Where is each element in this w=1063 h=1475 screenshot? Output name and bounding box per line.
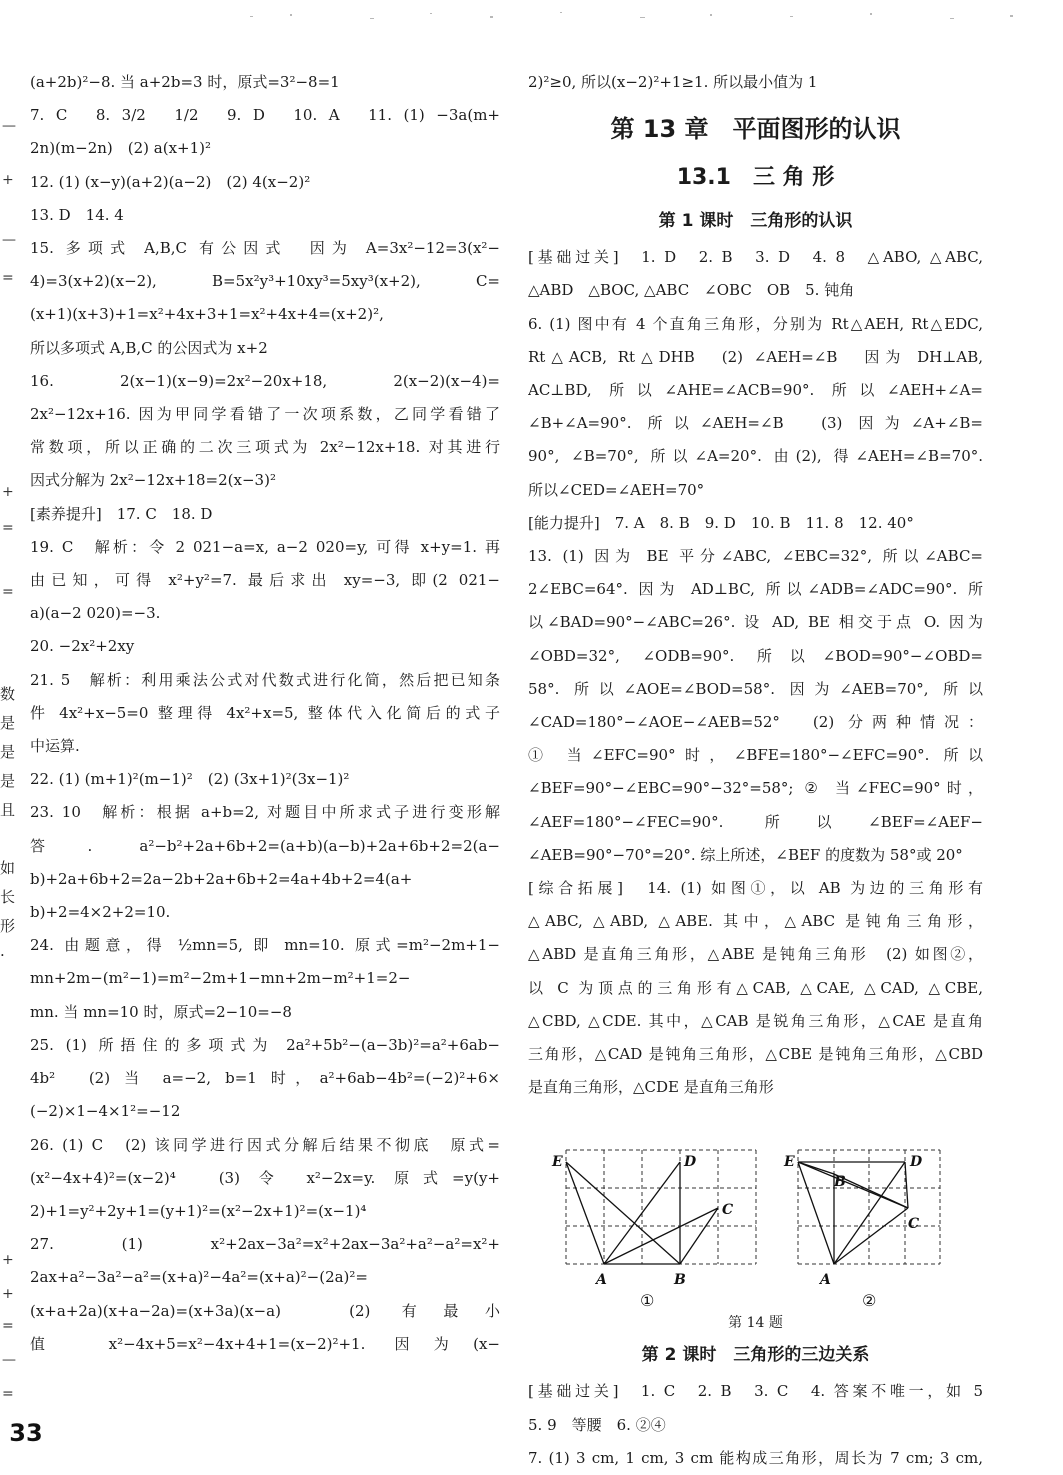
chapter-title: 第 13 章 平面图形的认识 bbox=[610, 115, 901, 144]
figure-number-2: ② bbox=[862, 1291, 877, 1311]
answer-line: ① 当∠EFC=90°时，∠BFE=180°−∠EFC=90°. 所以 bbox=[528, 746, 983, 765]
answer-line: 所以∠CED=∠AEH=70° bbox=[528, 480, 705, 499]
label-D-1: D bbox=[684, 1154, 697, 1171]
answer-line: 5. 9 等腰 6. ②④ bbox=[528, 1415, 666, 1434]
label-E-1: E bbox=[552, 1154, 563, 1171]
answer-line: ∠B+∠A=90°. 所以∠AEH=∠B (3) 因为∠A+∠B= bbox=[528, 414, 983, 433]
answer-line: Rt△ACB, Rt△DHB (2) ∠AEH=∠B 因为 DH⊥AB, bbox=[528, 347, 983, 366]
answer-line: 4b² (2) 当 a=−2, b=1 时，a²+6ab−4b²=(−2)²+6× bbox=[30, 1069, 500, 1088]
answer-line: 19. C 解析：令 2 021−a=x, a−2 020=y, 可得 x+y=1. 再 bbox=[30, 537, 500, 556]
margin-plus: + bbox=[2, 1286, 14, 1302]
label-E-2: E bbox=[784, 1154, 795, 1171]
margin-plus: + bbox=[2, 1252, 14, 1268]
label-D-2: D bbox=[910, 1154, 923, 1171]
answer-line: 答. a²−b²+2a+6b+2=(a+b)(a−b)+2a+6b+2=2(a− bbox=[30, 836, 500, 855]
margin-char: 形 bbox=[0, 917, 16, 935]
figure-caption: 第 14 题 bbox=[728, 1315, 783, 1332]
answer-line: mn. 当 mn=10 时，原式=2−10=−8 bbox=[30, 1002, 292, 1021]
continued-line: 2)²≥0, 所以(x−2)²+1≥1. 所以最小值为 1 bbox=[528, 73, 818, 91]
margin-plus: + bbox=[2, 172, 14, 188]
answer-line: (a+2b)²−8. 当 a+2b=3 时，原式=3²−8=1 bbox=[30, 73, 340, 91]
answer-line: 以 C 为顶点的三角形有△CAB, △CAE, △CAD, △CBE, bbox=[528, 978, 983, 997]
answer-line: 4)=3(x+2)(x−2), B=5x²y³+10xy³=5xy³(x+2), C= bbox=[30, 272, 500, 291]
answer-line: 27. (1) x²+2ax−3a²=x²+2ax−3a²+a²−a²=x²+ bbox=[30, 1235, 500, 1254]
answer-line: (x+a+2a)(x+a−2a)=(x+3a)(x−a) (2) 有最小 bbox=[30, 1301, 500, 1320]
answer-line: 6. (1) 图中有 4 个直角三角形，分别为 Rt△AEH, Rt△EDC, bbox=[528, 314, 983, 333]
answer-line: [综合拓展] 14. (1) 如图①，以 AB 为边的三角形有 bbox=[528, 879, 983, 898]
margin-equals: = bbox=[2, 584, 14, 600]
answer-line: 值 x²−4x+5=x²−4x+4+1=(x−2)²+1. 因为(x− bbox=[30, 1334, 500, 1353]
answer-line: 21. 5 解析：利用乘法公式对代数式进行化简，然后把已知条 bbox=[30, 670, 500, 689]
answer-line: 16. 2(x−1)(x−9)=2x²−20x+18, 2(x−2)(x−4)= bbox=[30, 371, 500, 390]
answer-line: mn+2m−(m²−1)=m²−2m+1−mn+2m−m²+1=2− bbox=[30, 969, 411, 988]
figure-14-svg bbox=[528, 1112, 983, 1312]
answer-line: 2n)(m−2n) (2) a(x+1)² bbox=[30, 139, 212, 158]
lesson-1-title: 第 1 课时 三角形的认识 bbox=[658, 211, 853, 232]
label-A-2: A bbox=[820, 1272, 831, 1289]
answer-line: 2)+1=y²+2y+1=(y+1)²=(x²−2x+1)²=(x−1)⁴ bbox=[30, 1201, 367, 1220]
answer-line: 三角形，△CAD 是钝角三角形，△CBE 是钝角三角形，△CBD bbox=[528, 1045, 983, 1064]
margin-char: 是 bbox=[0, 772, 16, 790]
margin-dash: — bbox=[2, 1352, 16, 1368]
answer-line: 件 4x²+x−5=0 整理得 4x²+x=5, 整体代入化简后的式子 bbox=[30, 703, 500, 722]
margin-char: 且 bbox=[0, 801, 16, 819]
lesson-2-title: 第 2 课时 三角形的三边关系 bbox=[641, 1345, 870, 1366]
answer-line: 所以多项式 A,B,C 的公因式为 x+2 bbox=[30, 338, 268, 357]
answer-line: ∠CAD=180°−∠AOE−∠AEB=52° (2) 分两种情况： bbox=[528, 713, 983, 732]
answer-line: 22. (1) (m+1)²(m−1)² (2) (3x+1)²(3x−1)² bbox=[30, 770, 350, 789]
answer-line: 23. 10 解析：根据 a+b=2, 对题目中所求式子进行变形解 bbox=[30, 803, 500, 822]
answer-line: [能力提升] 7. A 8. B 9. D 10. B 11. 8 12. 40° bbox=[528, 513, 914, 532]
answer-line: △CBD, △CDE. 其中，△CAB 是锐角三角形，△CAE 是直角 bbox=[528, 1011, 983, 1030]
answer-line: 13. (1) 因为 BE 平分∠ABC, ∠EBC=32°, 所以∠ABC= bbox=[528, 547, 983, 566]
answer-line: ∠AEB=90°−70°=20°. 综上所述，∠BEF 的度数为 58°或 20° bbox=[528, 845, 963, 864]
answer-line: △ABD △BOC, △ABC ∠OBC OB 5. 钝角 bbox=[528, 281, 855, 300]
answer-line: 常数项，所以正确的二次三项式为 2x²−12x+18. 对其进行 bbox=[30, 438, 500, 457]
answer-line: [素养提升] 17. C 18. D bbox=[30, 504, 213, 523]
answer-line: △ABD 是直角三角形，△ABE 是钝角三角形 (2) 如图②， bbox=[528, 945, 983, 964]
margin-dash: — bbox=[2, 118, 16, 134]
label-C-2: C bbox=[908, 1216, 920, 1233]
margin-characters bbox=[0, 680, 18, 970]
scan-noise bbox=[230, 4, 1050, 34]
page-number: 33 bbox=[9, 1419, 43, 1447]
answer-line: 由已知，可得 x²+y²=7. 最后求出 xy=−3, 即(2 021− bbox=[30, 571, 500, 590]
margin-equals: = bbox=[2, 1318, 14, 1334]
answer-line: [基础过关] 1. C 2. B 3. C 4. 答案不唯一，如 5 bbox=[528, 1382, 983, 1401]
label-B-2: B bbox=[834, 1174, 846, 1191]
margin-char: · bbox=[0, 946, 5, 964]
answer-line: 中运算. bbox=[30, 737, 80, 756]
answer-line: [基础过关] 1. D 2. B 3. D 4. 8 △ABO, △ABC, bbox=[528, 248, 983, 267]
label-C-1: C bbox=[722, 1202, 734, 1219]
answer-line: b)+2a+6b+2=2a−2b+2a+6b+2=4a+4b+2=4(a+ bbox=[30, 869, 413, 888]
answer-line: (−2)×1−4×1²=−12 bbox=[30, 1102, 181, 1121]
section-title: 13.1 三 角 形 bbox=[676, 165, 835, 191]
margin-plus: + bbox=[2, 484, 14, 500]
answer-line: 20. −2x²+2xy bbox=[30, 637, 135, 656]
margin-equals: = bbox=[2, 1386, 14, 1402]
answer-line: 58°. 所以∠AOE=∠BOD=58°. 因为∠AEB=70°, 所以 bbox=[528, 679, 983, 698]
answer-line: 是直角三角形，△CDE 是直角三角形 bbox=[528, 1078, 774, 1097]
answer-line: ∠BEF=90°−∠EBC=90°−32°=58°; ② 当∠FEC=90°时， bbox=[528, 779, 983, 798]
answer-line: 2x²−12x+16. 因为甲同学看错了一次项系数，乙同学看错了 bbox=[30, 405, 500, 424]
answer-line: 15. 多项式 A,B,C 有公因式 因为 A=3x²−12=3(x²− bbox=[30, 239, 500, 258]
answer-line: △ABC, △ABD, △ABE. 其中，△ABC 是钝角三角形， bbox=[528, 912, 983, 931]
margin-char: 是 bbox=[0, 714, 16, 732]
margin-char: 数 bbox=[0, 685, 16, 703]
answer-line: 因式分解为 2x²−12x+18=2(x−3)² bbox=[30, 471, 276, 490]
answer-line: a)(a−2 020)=−3. bbox=[30, 604, 161, 623]
figure-14 bbox=[528, 1112, 983, 1317]
margin-equals: = bbox=[2, 520, 14, 536]
margin-dash: — bbox=[2, 232, 16, 248]
answer-line: 以∠BAD=90°−∠ABC=26°. 设 AD, BE 相交于点 O. 因为 bbox=[528, 613, 983, 632]
answer-line: 7. C 8. 3/2 1/2 9. D 10. A 11. (1) −3a(m+ bbox=[30, 106, 500, 125]
label-A-1: A bbox=[596, 1272, 607, 1289]
answer-line: (x+1)(x+3)+1=x²+4x+3+1=x²+4x+4=(x+2)², bbox=[30, 305, 384, 324]
margin-char: 长 bbox=[0, 888, 16, 906]
triangles-2 bbox=[798, 1162, 908, 1264]
answer-line: 90°, ∠B=70°, 所以∠A=20°. 由(2), 得∠AEH=∠B=70°. bbox=[528, 447, 983, 466]
answer-line: 7. (1) 3 cm, 1 cm, 3 cm 能构成三角形，周长为 7 cm; 3 cm, bbox=[528, 1448, 983, 1467]
answer-line: b)+2=4×2+2=10. bbox=[30, 903, 171, 922]
answer-line: 2ax+a²−3a²−a²=(x+a)²−4a²=(x+a)²−(2a)²= bbox=[30, 1268, 368, 1287]
answer-line: (x²−4x+4)²=(x−2)⁴ (3) 令 x²−2x=y. 原式=y(y+ bbox=[30, 1168, 500, 1187]
lesson-2-answers bbox=[528, 1375, 983, 1475]
answer-line: 2∠EBC=64°. 因为 AD⊥BC, 所以∠ADB=∠ADC=90°. 所 bbox=[528, 580, 983, 599]
answer-line: 13. D 14. 4 bbox=[30, 205, 124, 224]
margin-equals: = bbox=[2, 270, 14, 286]
answer-line: 25. (1) 所捂住的多项式为 2a²+5b²−(a−3b)²=a²+6ab− bbox=[30, 1035, 500, 1054]
lesson-1-answers bbox=[528, 241, 983, 1104]
answer-line: ∠OBD=32°, ∠ODB=90°. 所以∠BOD=90°−∠OBD= bbox=[528, 646, 983, 665]
left-column bbox=[30, 66, 500, 1361]
answer-line: 26. (1) C (2) 该同学进行因式分解后结果不彻底 原式= bbox=[30, 1135, 500, 1154]
margin-char bbox=[0, 825, 18, 854]
margin-char: 如 bbox=[0, 859, 16, 877]
label-B-1: B bbox=[674, 1272, 686, 1289]
figure-number-1: ① bbox=[640, 1291, 655, 1311]
right-column bbox=[528, 66, 983, 1475]
margin-char: 是 bbox=[0, 743, 16, 761]
answer-line: ∠AEF=180°−∠FEC=90°. 所以∠BEF=∠AEF− bbox=[528, 812, 983, 831]
answer-line: 24. 由题意，得 ½mn=5, 即 mn=10. 原式=m²−2m+1− bbox=[30, 936, 500, 955]
answer-line: AC⊥BD, 所以∠AHE=∠ACB=90°. 所以∠AEH+∠A= bbox=[528, 381, 983, 400]
figure-labels bbox=[551, 1154, 923, 1288]
answer-line: 12. (1) (x−y)(a+2)(a−2) (2) 4(x−2)² bbox=[30, 172, 311, 191]
